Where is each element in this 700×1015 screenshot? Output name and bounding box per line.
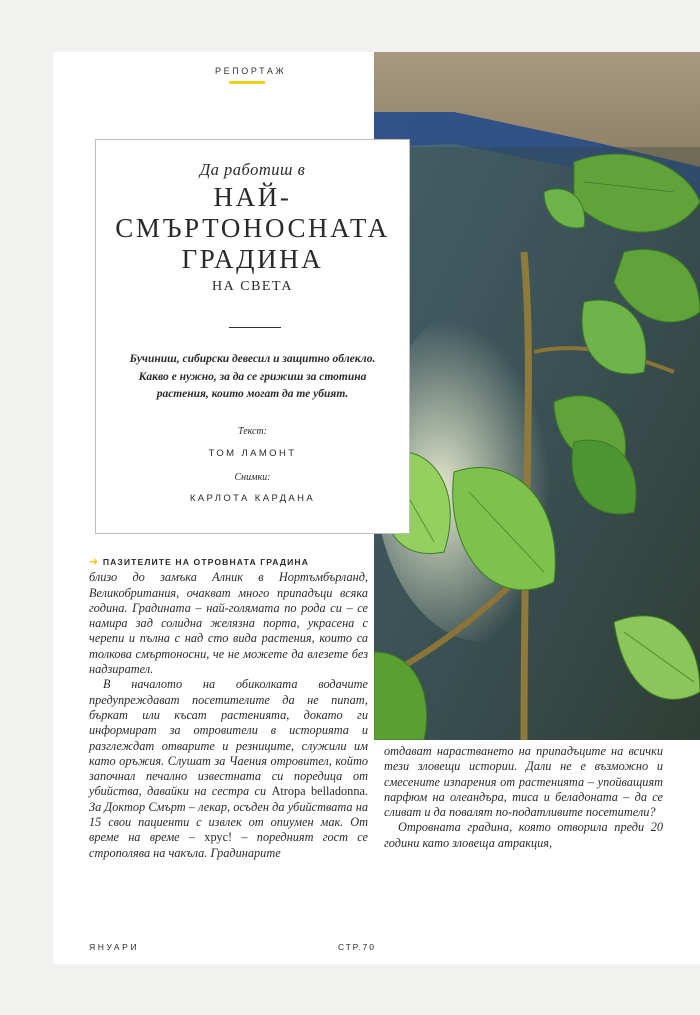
section-label: РЕПОРТАЖ <box>215 66 287 76</box>
title-kicker: Да работиш в <box>199 160 306 179</box>
paragraph-3: отдават нарастването на припадъците на всички тези зловещи истории. Дали не е възможно и смесените изпарения от растенията – упойващият парфюм на олеандъра, тиса и беладоната – да се сливат и да повалят по-податливите посетители? <box>384 744 663 820</box>
headline <box>96 182 409 275</box>
emphasis-word: хрус! <box>204 830 233 845</box>
lead-label-text: ПАЗИТЕЛИТЕ НА ОТРОВНАТА ГРАДИНА <box>102 557 310 567</box>
photo-credit-label: Снимки: <box>234 472 271 483</box>
paragraph-4: Отровната градина, която отворила преди 20 години като зловеща атракция, <box>384 820 663 850</box>
title-box <box>95 139 410 534</box>
footer-month: ЯНУАРИ <box>89 942 140 952</box>
paragraph-2-part-a: В началото на обиколката водачите предупреждават посетителите да не пипат, бъркат или късат растенията, докато ги информират за отровители в историята и разглеждат отварите и резниците, служили им като оръжия. Слушат за Чаения отровител, който започнал печално известната си поредица от убийства, давайки на сестра си <box>89 677 368 799</box>
paragraph-2 <box>89 677 368 861</box>
headline-line-3: ГРАДИНА <box>181 244 324 274</box>
lead-label <box>89 555 368 570</box>
headline-line-1: НАЙ- <box>213 182 292 212</box>
nettle-plant-photo-illustration <box>374 52 700 740</box>
body-column-left <box>89 555 368 861</box>
headline-line-2: СМЪРТОНОСНАТА <box>115 213 390 243</box>
deck-text: Бучиниш, сибирски девесил и защитно облекло. Какво е нужно, за да се грижиш за стотина растения, които могат да те убият. <box>129 353 376 400</box>
paragraph-2-part-c: – поредният гост се строполява на чакъла. Градинарите <box>89 830 368 860</box>
section-accent-bar <box>229 81 265 84</box>
magazine-page <box>53 52 700 964</box>
paragraph-2-part-b: . За Доктор Смърт – лекар, осъден да убийствата на 15 свои пациенти с извлек от опиумен мак. От време на време – <box>89 784 369 845</box>
footer-page-number: СТР.70 <box>338 942 376 952</box>
latin-name: Atropa belladonna <box>271 784 365 799</box>
headline-sub: НА СВЕТА <box>212 279 293 294</box>
paragraph-1: близо до замъка Алник в Нортъмбърланд, Великобритания, очакват много припадъци всяка година. Градината – най-голямата по рода си – се намира зад солидна желязна порта, украсена с черепи и пълна с над сто вида растения, които са толкова смъртоносни, че не можете да влезете без надзирател. <box>89 570 368 677</box>
photo-credit-name: КАРЛОТА КАРДАНА <box>189 493 316 504</box>
body-column-right <box>384 744 663 851</box>
title-rule <box>229 327 281 328</box>
plant-photo <box>374 52 700 740</box>
text-credit-label: Текст: <box>238 426 267 437</box>
arrow-right-icon: ➜ <box>89 556 100 568</box>
text-credit-name: ТОМ ЛАМОНТ <box>208 448 297 459</box>
